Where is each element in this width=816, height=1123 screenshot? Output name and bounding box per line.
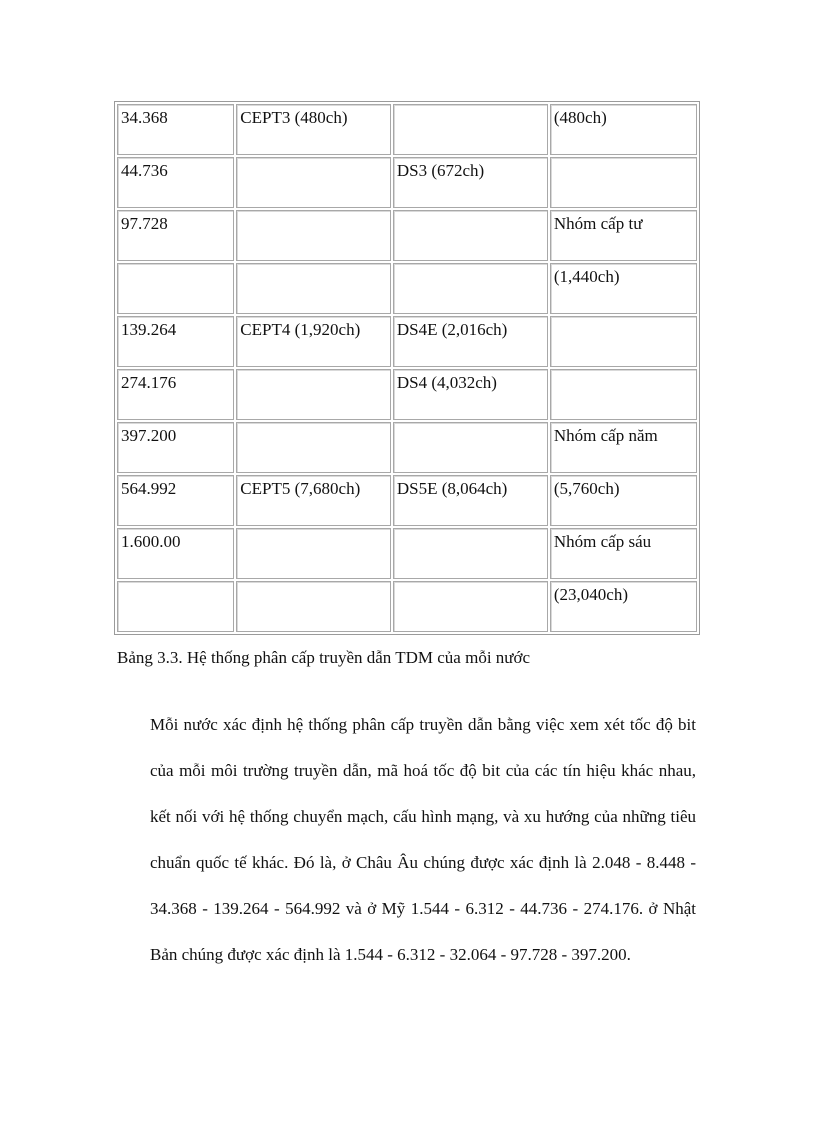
table-row: [117, 104, 697, 155]
table-row: [117, 210, 697, 261]
table-cell: 1.600.00: [117, 528, 234, 579]
table-row: [117, 263, 697, 314]
table-cell: DS3 (672ch): [393, 157, 548, 208]
table-cell: [393, 422, 548, 473]
table-cell: Nhóm cấp tư: [550, 210, 697, 261]
table-cell: (5,760ch): [550, 475, 697, 526]
table-cell: [550, 316, 697, 367]
table-cell: [117, 263, 234, 314]
table-cell: CEPT3 (480ch): [236, 104, 391, 155]
table-caption: Bảng 3.3. Hệ thống phân cấp truyền dẫn TDM của mỗi nước: [117, 648, 531, 667]
table-cell: [117, 581, 234, 632]
table-cell: [550, 369, 697, 420]
table-cell: [236, 157, 391, 208]
table-cell: [393, 263, 548, 314]
table-cell: 44.736: [117, 157, 234, 208]
table-cell: 97.728: [117, 210, 234, 261]
table-cell: DS5E (8,064ch): [393, 475, 548, 526]
table-cell: CEPT5 (7,680ch): [236, 475, 391, 526]
table-cell: (1,440ch): [550, 263, 697, 314]
table-cell: 397.200: [117, 422, 234, 473]
table-cell: [393, 581, 548, 632]
tdm-hierarchy-table: [114, 101, 700, 635]
table-cell: 139.264: [117, 316, 234, 367]
table-row: [117, 581, 697, 632]
table-row: [117, 369, 697, 420]
table-row: [117, 422, 697, 473]
table-cell: [236, 369, 391, 420]
table-row: [117, 316, 697, 367]
table-cell: Nhóm cấp năm: [550, 422, 697, 473]
table-row: [117, 475, 697, 526]
table-cell: 34.368: [117, 104, 234, 155]
table-cell: [236, 422, 391, 473]
table-cell: [393, 104, 548, 155]
body-paragraph: Mỗi nước xác định hệ thống phân cấp truyền dẫn bằng việc xem xét tốc độ bit của mỗi môi trường truyền dẫn, mã hoá tốc độ bit của các tín hiệu khác nhau, kết nối với hệ thống chuyển mạch, cấu hình mạng, và xu hướng của những tiêu chuẩn quốc tế khác. Đó là, ở Châu Âu chúng được xác định là 2.048 - 8.448 - 34.368 - 139.264 - 564.992 và ở Mỹ 1.544 - 6.312 - 44.736 - 274.176. ở Nhật Bản chúng được xác định là 1.544 - 6.312 - 32.064 - 97.728 - 397.200.: [150, 715, 696, 964]
table-cell: [236, 210, 391, 261]
table-row: [117, 528, 697, 579]
table-cell: (23,040ch): [550, 581, 697, 632]
table-cell: DS4 (4,032ch): [393, 369, 548, 420]
table-cell: [236, 581, 391, 632]
table-cell: [550, 157, 697, 208]
table-cell: Nhóm cấp sáu: [550, 528, 697, 579]
table-cell: [393, 210, 548, 261]
table-cell: DS4E (2,016ch): [393, 316, 548, 367]
table-cell: [236, 263, 391, 314]
table-cell: 564.992: [117, 475, 234, 526]
table-cell: [236, 528, 391, 579]
table-row: [117, 157, 697, 208]
table-cell: [393, 528, 548, 579]
table-cell: (480ch): [550, 104, 697, 155]
table-cell: 274.176: [117, 369, 234, 420]
table-cell: CEPT4 (1,920ch): [236, 316, 391, 367]
